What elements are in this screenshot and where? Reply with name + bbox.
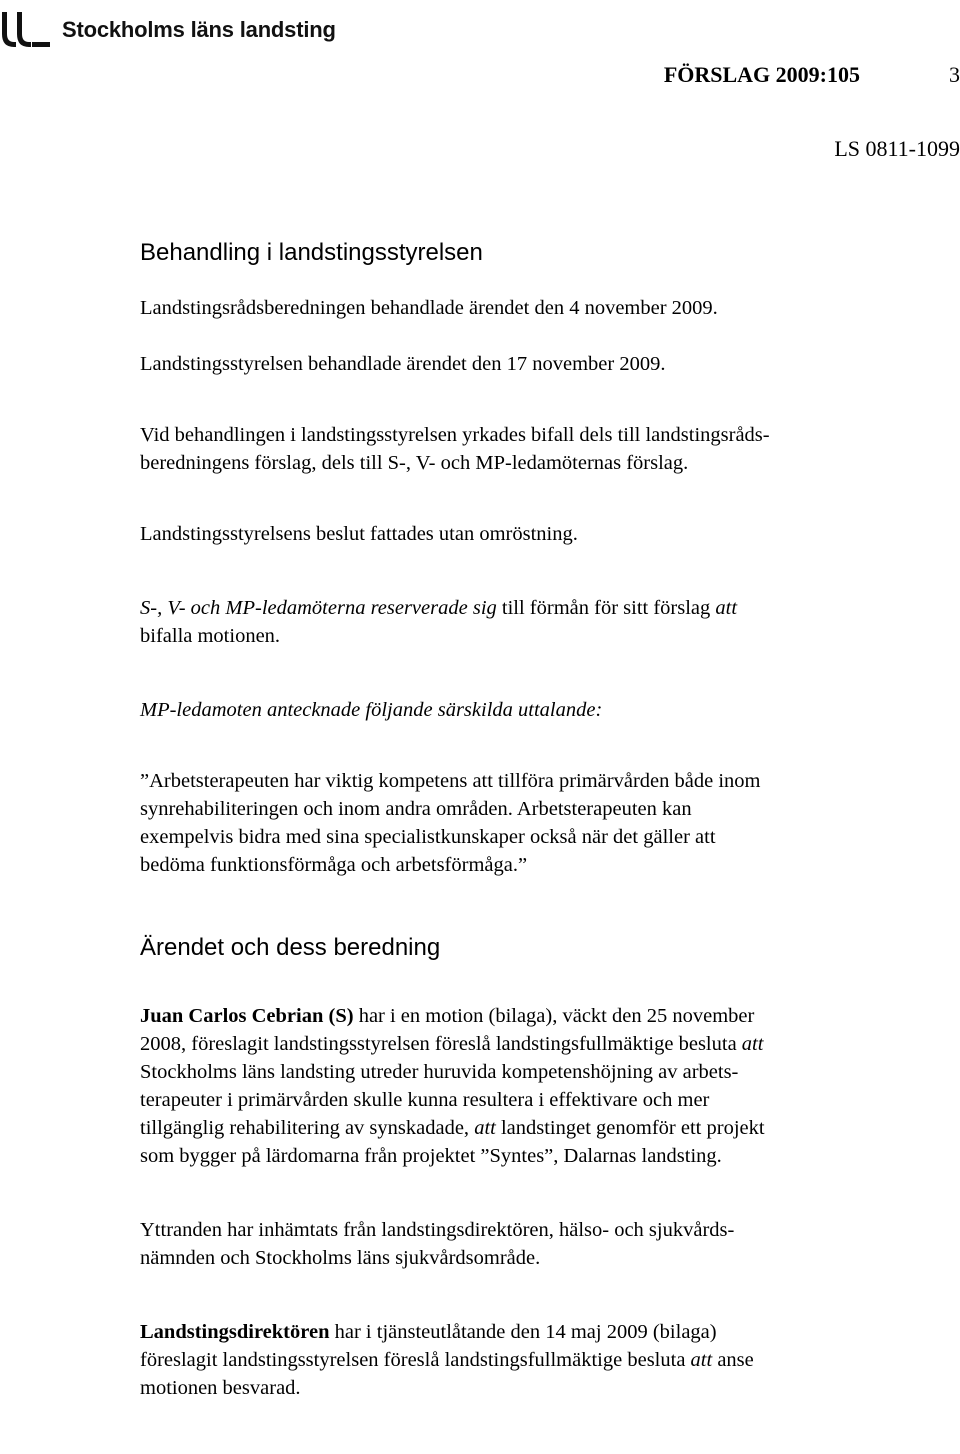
paragraph-statements [140, 1216, 930, 1272]
text-span: har i tjänsteutlåtande den 14 maj 2009 (bilaga) [329, 1321, 717, 1343]
section-heading-matter: Ärendet och dess beredning [140, 934, 441, 961]
text-span: tillgänglig rehabilitering av synskadade, [140, 1117, 475, 1139]
organization-logo [0, 12, 336, 48]
paragraph-board-date: Landstingsstyrelsen behandlade ärendet den 17 november 2009. [140, 353, 666, 375]
text-line: Yttranden har inhämtats från landstingsdirektören, hälso- och sjukvårds- [140, 1219, 735, 1241]
reference-number: LS 0811-1099 [834, 136, 960, 161]
paragraph-motions [140, 421, 930, 477]
text-line: beredningens förslag, dels till S-, V- och MP-ledamöternas förslag. [140, 452, 689, 474]
text-line: Vid behandlingen i landstingsstyrelsen yrkades bifall dels till landstingsråds- [140, 424, 770, 446]
sll-logo-icon [0, 12, 52, 48]
bold-text: Juan Carlos Cebrian (S) [140, 1005, 354, 1027]
italic-text: att [474, 1117, 496, 1139]
paragraph-council-date: Landstingsrådsberedningen behandlade ärendet den 4 november 2009. [140, 297, 718, 319]
text-line: terapeuter i primärvården skulle kunna resultera i effektivare och mer [140, 1089, 710, 1111]
italic-text: att [715, 597, 738, 619]
paragraph-director [140, 1318, 930, 1402]
text-span: till förmån för sitt förslag [496, 597, 716, 619]
proposal-number: FÖRSLAG 2009:105 [663, 62, 860, 87]
proposal-header [664, 62, 960, 88]
text-line: bedöma funktionsförmåga och arbetsförmåga.” [140, 854, 528, 876]
text-line: exempelvis bidra med sina specialistkunskaper också när det gäller att [140, 826, 716, 848]
paragraph-decision: Landstingsstyrelsens beslut fattades utan omröstning. [140, 523, 578, 545]
italic-text: MP-ledamoten antecknade följande särskilda uttalande: [140, 699, 603, 721]
paragraph-motion [140, 1002, 930, 1170]
text-line: ”Arbetsterapeuten har viktig kompetens att tillföra primärvården både inom [140, 770, 761, 792]
text-line: bifalla motionen. [140, 625, 281, 647]
paragraph-reservation [140, 594, 930, 650]
text-span: 2008, föreslagit landstingsstyrelsen föreslå landstingsfullmäktige besluta [140, 1033, 742, 1055]
page-number: 3 [949, 62, 960, 87]
paragraph-statement-intro [140, 696, 930, 724]
section-heading-treatment: Behandling i landstingsstyrelsen [140, 239, 483, 266]
quoted-statement [140, 767, 930, 879]
text-line: som bygger på lärdomarna från projektet ”Syntes”, Dalarnas landsting. [140, 1145, 722, 1167]
italic-text: att [741, 1033, 764, 1055]
bold-text: Landstingsdirektören [140, 1321, 330, 1343]
text-span: landstinget genomför ett projekt [495, 1117, 765, 1139]
italic-text: S-, V- och MP-ledamöterna reserverade sig [140, 597, 497, 619]
document-body [140, 236, 930, 1402]
text-line: nämnden och Stockholms läns sjukvårdsområde. [140, 1247, 541, 1269]
organization-name: Stockholms läns landsting [62, 17, 336, 42]
italic-text: att [690, 1349, 713, 1371]
text-line: motionen besvarad. [140, 1377, 301, 1399]
text-span: föreslagit landstingsstyrelsen föreslå landstingsfullmäktige besluta [140, 1349, 691, 1371]
text-span: har i en motion (bilaga), väckt den 25 november [353, 1005, 755, 1027]
text-line: Stockholms läns landsting utreder huruvida kompetenshöjning av arbets- [140, 1061, 739, 1083]
text-span: anse [712, 1349, 754, 1371]
text-line: synrehabiliteringen och inom andra områden. Arbetsterapeuten kan [140, 798, 692, 820]
